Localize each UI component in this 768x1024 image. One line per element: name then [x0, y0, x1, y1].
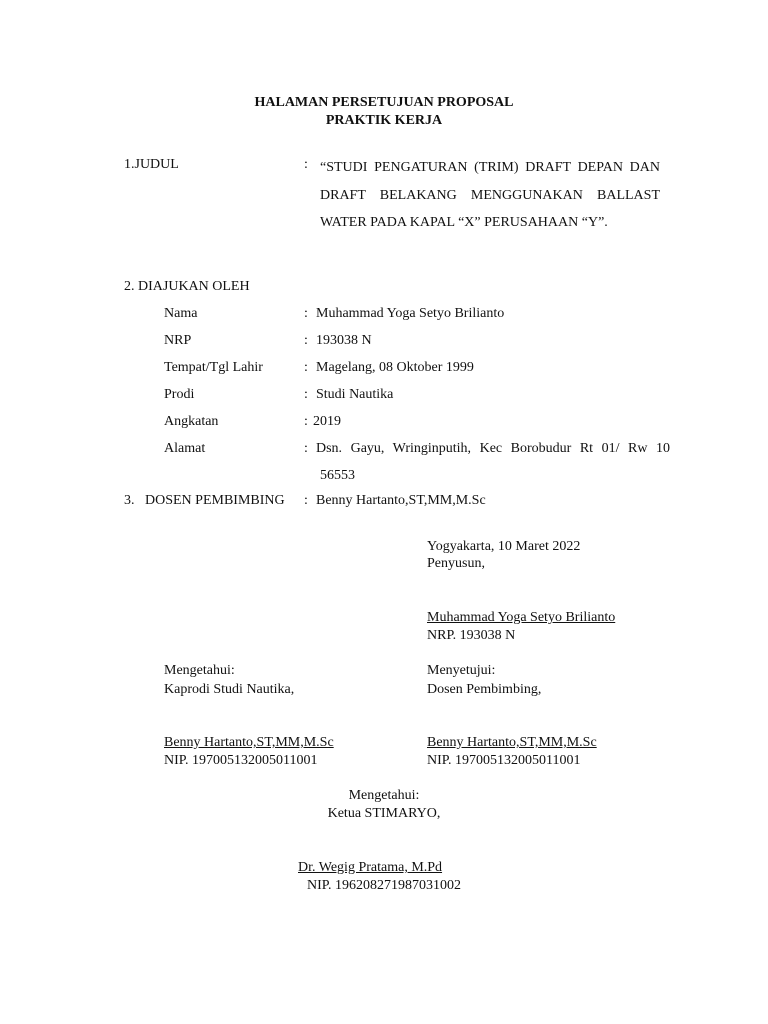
row-label: NRP — [164, 333, 192, 348]
penyusun-role: Penyusun, — [427, 556, 485, 571]
right-sign-id: NIP. 197005132005011001 — [427, 753, 581, 768]
bottom-sign-role: Ketua STIMARYO, — [327, 806, 441, 821]
right-sign-heading: Menyetujui: — [427, 663, 496, 678]
row-colon: : — [304, 441, 308, 456]
row-value: Dsn. Gayu, Wringinputih, Kec Borobudur Rt 01/ Rw 10 — [316, 441, 670, 456]
row-label: Nama — [164, 306, 198, 321]
row-colon: : — [304, 333, 308, 348]
judul-text: “STUDI PENGATURAN (TRIM) DRAFT DEPAN DAN DRAFT BELAKANG MENGGUNAKAN BALLAST WATER PADA KAPAL “X” PERUSAHAAN “Y”. — [320, 160, 660, 230]
row-label: Angkatan — [164, 414, 219, 429]
left-sign-heading: Mengetahui: — [164, 663, 235, 678]
row-value-cont: 56553 — [320, 468, 355, 483]
diajukan-label: 2. DIAJUKAN OLEH — [124, 279, 250, 294]
row-value: 2019 — [313, 414, 341, 429]
judul-label: 1.JUDUL — [124, 157, 179, 172]
row-label: Alamat — [164, 441, 206, 456]
row-value: Studi Nautika — [316, 387, 394, 402]
row-colon: : — [304, 306, 308, 321]
penyusun-id: NRP. 193038 N — [427, 628, 516, 643]
bottom-sign-id: NIP. 196208271987031002 — [306, 878, 461, 893]
right-sign-name: Benny Hartanto,ST,MM,M.Sc — [427, 735, 597, 750]
row-colon: : — [304, 414, 308, 429]
row-label: Tempat/Tgl Lahir — [164, 360, 263, 375]
left-sign-id: NIP. 197005132005011001 — [164, 753, 318, 768]
right-sign-role: Dosen Pembimbing, — [427, 682, 542, 697]
page-title-line2: PRAKTIK KERJA — [325, 113, 443, 128]
row-value: Magelang, 08 Oktober 1999 — [316, 360, 474, 375]
row-value: Muhammad Yoga Setyo Brilianto — [316, 306, 505, 321]
row-label: Prodi — [164, 387, 195, 402]
row-colon: : — [304, 360, 308, 375]
left-sign-name: Benny Hartanto,ST,MM,M.Sc — [164, 735, 334, 750]
judul-colon: : — [304, 157, 308, 172]
left-sign-role: Kaprodi Studi Nautika, — [164, 682, 295, 697]
page-title-line1: HALAMAN PERSETUJUAN PROPOSAL — [254, 95, 514, 110]
dosen-value: Benny Hartanto,ST,MM,M.Sc — [316, 493, 486, 508]
row-colon: : — [304, 387, 308, 402]
dosen-colon: : — [304, 493, 308, 508]
row-value: 193038 N — [316, 333, 372, 348]
penyusun-place-date: Yogyakarta, 10 Maret 2022 — [427, 539, 581, 554]
bottom-sign-heading: Mengetahui: — [348, 788, 420, 803]
dosen-number: 3. — [124, 493, 135, 508]
penyusun-name: Muhammad Yoga Setyo Brilianto — [427, 610, 616, 625]
dosen-label: DOSEN PEMBIMBING — [145, 493, 285, 508]
bottom-sign-name: Dr. Wegig Pratama, M.Pd — [298, 860, 443, 875]
